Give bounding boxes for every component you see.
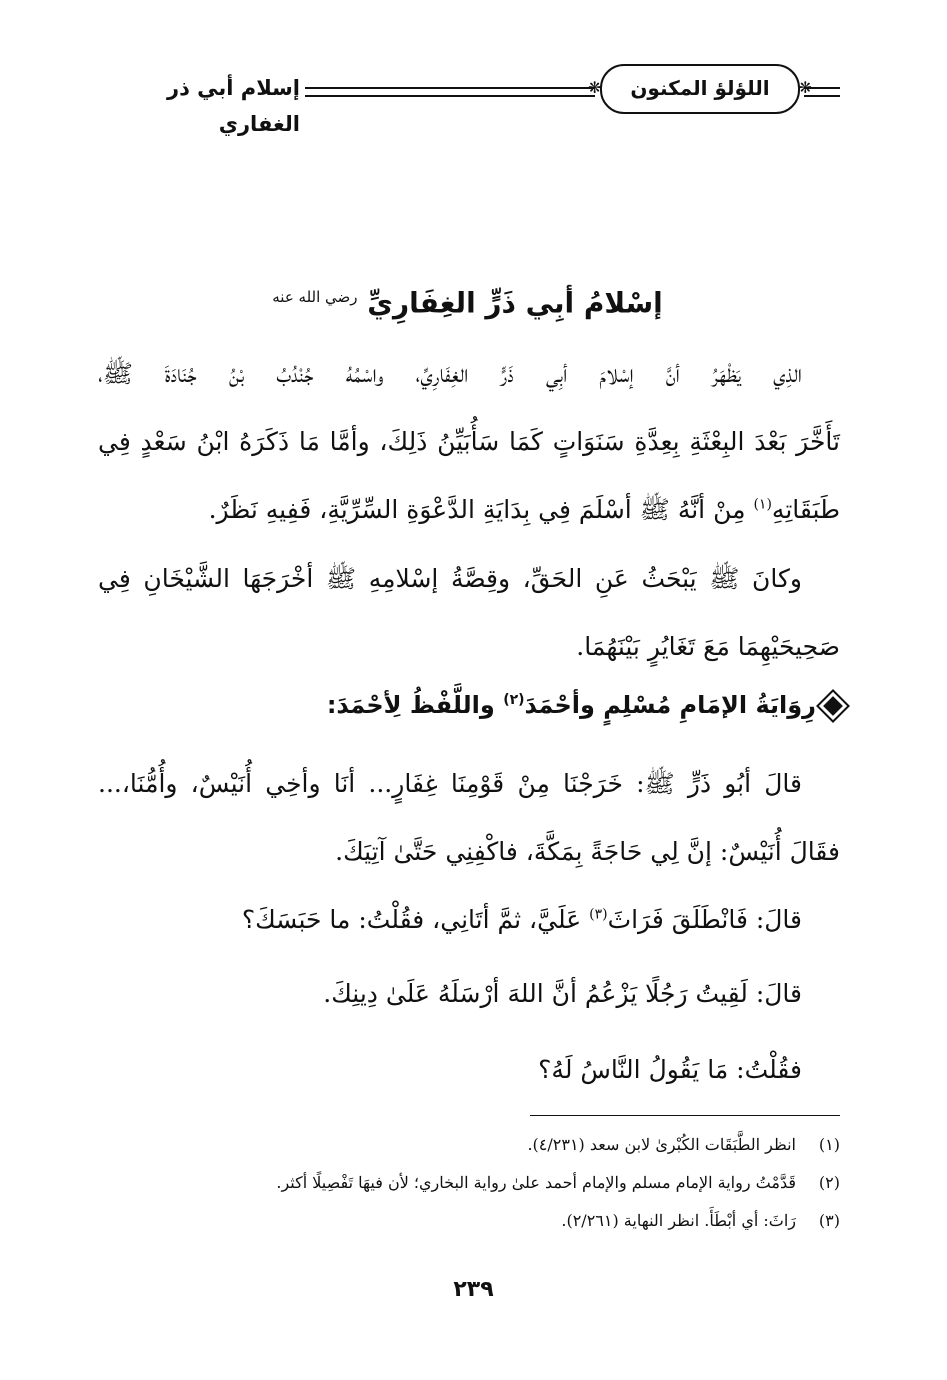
footnote-number: (٢): [818, 1173, 840, 1192]
footnote-number: (٣): [818, 1211, 840, 1230]
text-fragment: طَبَقَاتِهِ: [771, 495, 840, 524]
footnote-separator: [530, 1115, 840, 1116]
narration: [98, 750, 840, 886]
text-line: فقَالَ أُنَيْسٌ: إنَّ لِي حَاجَةً بِمَكَّةَ، فاكْفِنِي حَتَّىٰ آتِيَكَ.: [335, 837, 840, 866]
footnotes: [98, 1126, 840, 1240]
honorific-glyph: رضي الله عنه: [272, 288, 358, 306]
narration-line: [98, 960, 840, 1028]
text-fragment: مِنْ أنَّهُ ﷺ أسْلَمَ فِي بِدَايَةِ الدَّعْوَةِ السِّرِّيَّةِ، فَفِيهِ نَظَرٌ.: [208, 495, 754, 524]
subheading: [98, 680, 840, 730]
text-line: صَحِيحَيْهِمَا مَعَ تَغَايُرٍ بَيْنَهُمَا.: [576, 632, 840, 661]
footnote-text: قَدَّمْتُ رواية الإمام مسلم والإمام أحمد علىٰ رواية البخاري؛ لأن فيهَا تَفْصِيلًا أكثر.: [276, 1173, 796, 1192]
footnote: [98, 1164, 840, 1202]
subheading-text: رِوَايَةُ الإمَامِ مُسْلِمٍ وأحْمَدَ: [524, 691, 816, 719]
footnote: [98, 1202, 840, 1240]
book-title: اللؤلؤ المكنون: [630, 76, 770, 100]
ornament-icon: ❋: [588, 78, 602, 97]
narration-line: [98, 1036, 840, 1104]
paragraph-2: [98, 545, 840, 681]
footnote-ref[interactable]: (٣): [589, 906, 608, 923]
paragraph-1: [98, 340, 840, 544]
footnote-text: رَاثَ: أي أبْطَأَ. انظر النهاية (٢/٢٦١).: [561, 1211, 796, 1230]
header-rule-left: [305, 87, 595, 97]
text-fragment: فقُلْتُ: مَا يَقُولُ النَّاسُ لَهُ؟: [538, 1055, 802, 1084]
subheading-text: واللَّفْظُ لِأحْمَدَ:: [326, 691, 504, 719]
footnote-number: (١): [818, 1135, 840, 1154]
section-title: [95, 272, 840, 328]
text-fragment: قالَ: لَقِيتُ رَجُلًا يَزْعُمُ أنَّ اللهَ أرْسَلَهُ عَلَىٰ دِينِكَ.: [323, 979, 802, 1008]
footnote: [98, 1126, 840, 1164]
chapter-title: إسلام أبي ذر الغفاري: [166, 76, 300, 136]
text-line: قالَ أبُو ذَرٍّ ﷺ: خَرَجْنَا مِنْ قَوْمِنَا غِفَارٍ... أنَا وأخِي أُنَيْسٌ، وأُمُّنَا،...: [98, 769, 802, 798]
book-title-cartouche: [588, 64, 812, 114]
ornament-icon: ❋: [798, 78, 812, 97]
footnote-text: انظر الطَّبَقَات الكُبْرىٰ لابن سعد (٤/٢٣١).: [527, 1135, 796, 1154]
text-line: وكانَ ﷺ يَبْحَثُ عَنِ الحَقِّ، وقِصَّةُ إسْلامِهِ ﷺ أخْرَجَهَا الشَّيْخَانِ فِي: [98, 564, 802, 593]
diamond-bullet-icon: [823, 696, 843, 716]
text-fragment: قالَ: فَانْطَلَقَ فَرَاثَ: [607, 905, 802, 934]
text-fragment: عَلَيَّ، ثمَّ أتَانِي، فقُلْتُ: ما حَبَسَكَ؟: [241, 905, 590, 934]
narration-line: [98, 886, 840, 954]
running-header: [95, 58, 840, 136]
text-line: الذِي يَظْهَرُ أنَّ إسْلامَ أبِي ذَرٍّ الغِفَارِيِّ، واسْمُهُ جُنْدُبُ بْنُ جُنَادَةَ ﷺ،: [98, 359, 802, 388]
text-line: [98, 476, 840, 544]
footnote-ref[interactable]: (١): [753, 496, 772, 513]
text-line: تَأَخَّرَ بَعْدَ البِعْثَةِ بِعِدَّةِ سَنَوَاتٍ كَمَا سَأُبَيِّنُ ذَلِكَ، وأمَّا مَا ذَكَرَهُ ابْنُ سَعْدٍ فِي: [98, 427, 840, 456]
footnote-ref[interactable]: (٢): [503, 692, 525, 708]
page-number: ٢٣٩: [453, 1277, 494, 1302]
section-title-text: إسْلامُ أبِي ذَرٍّ الغِفَارِيِّ: [367, 286, 663, 320]
